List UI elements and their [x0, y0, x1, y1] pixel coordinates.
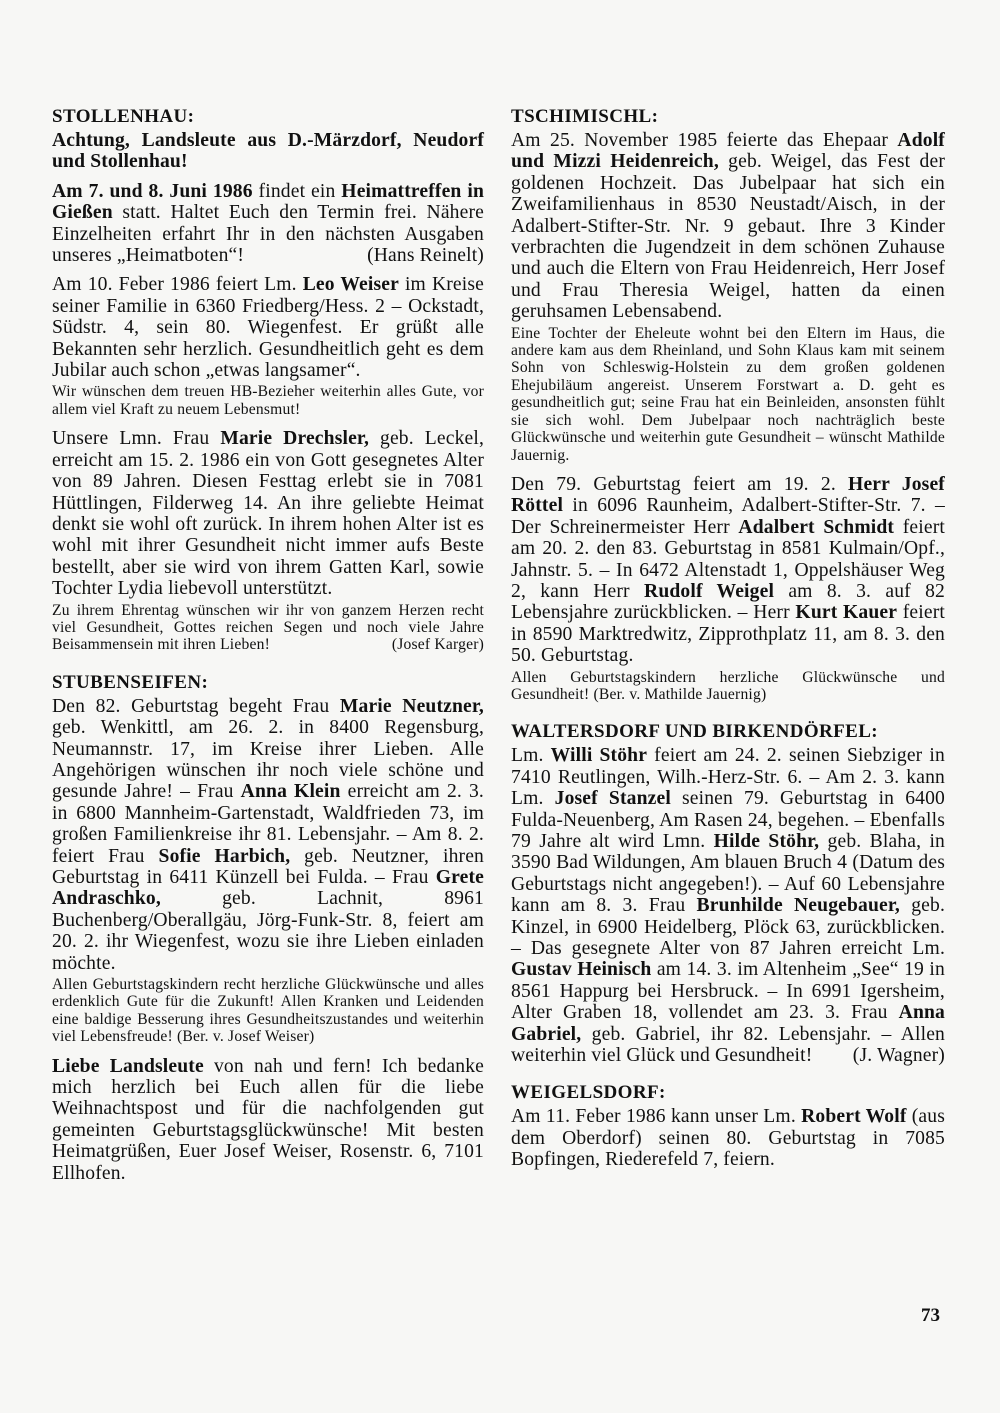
bold-name: Marie Drechsler, — [220, 428, 370, 450]
article-paragraph — [511, 745, 945, 1066]
text-run: Den 79. Geburtstag feiert am 19. 2. — [511, 473, 849, 495]
author-signature: (Hans Reinelt) — [367, 245, 484, 267]
right-column — [511, 106, 945, 1179]
text-run: Unsere Lmn. Frau — [52, 428, 221, 450]
section-heading: TSCHIMISCHL: — [511, 106, 659, 127]
text-run: geb. Leckel, erreicht am 15. 2. 1986 ein von Gott gesegnetes Alter von 89 Jahren. Diesen Festtag erlebt sie in 7081 Hüttlingen, Filderweg 14. An ihre geliebte Heimat denkt sie wohl oft zurück. In ihrem hohen Alter ist es wohl mit ihrer Gesundheit nicht immer aufs Beste bestellt, aber sie wird von ihrem Gatten Karl, sowie Tochter Lydia liebevoll unterstützt. — [52, 428, 485, 600]
text-run: geb. Wenkittl, am 26. 2. in 8400 Regensburg, Neumannstr. 17, im Kreise ihrer Lieben. Alle Angehörigen wünschen ihr noch viele schöne und gesunde Jahre! – Frau — [52, 717, 484, 803]
text-run: Allen Geburtstagskindern herzliche Glückwünsche und Gesundheit! (Ber. v. Mathilde Jauernig) — [511, 668, 945, 703]
text-run: Am 25. November 1985 feierte das Ehepaar — [511, 130, 898, 151]
article-paragraph — [511, 130, 945, 323]
section-heading: STUBENSEIFEN: — [52, 671, 209, 693]
bold-name: Leo Weiser — [302, 274, 399, 296]
bold-name: Liebe Landsleute — [52, 1055, 204, 1077]
note-paragraph — [52, 976, 484, 1046]
text-run: seinen 79. Geburtstag in 6400 Fulda-Neuenberg, Am Rasen 24, begehen. – Ebenfalls 79 Jahre alt wird Lmn. — [511, 788, 945, 852]
bold-name: Gustav Heinisch — [511, 959, 652, 981]
section-heading: STOLLENHAU: — [52, 106, 195, 127]
text-run: Lm. — [511, 745, 551, 767]
note-paragraph — [52, 383, 484, 418]
article-paragraph — [52, 1056, 484, 1184]
text-run: Eine Tochter der Eheleute wohnt bei den Eltern im Haus, die andere kam aus dem Rheinland, und Sohn Klaus kam mit seinem Sohn von Schleswig-Holstein zu dem großen goldenen Ehejubiläum angereist. Unserem Forstwart a. D. geht es gesundheitlich gut; seine Frau hat ein Beinleiden, ansonsten fühlt sie sich wohl. Dem Jubelpaar noch nachträglich beste Glückwünsche und weiterhin gute Gesundheit – wünscht Mathilde Jauernig. — [511, 324, 945, 464]
text-run: am 14. 3. im Altenheim „See“ 19 in 8561 Happurg bei Hersbruck. – In 6991 Igersheim, Alter Graben 18, vollendet am 23. 3. Frau — [511, 959, 945, 1024]
bold-name: Sofie Harbich, — [158, 845, 291, 867]
bold-name: Anna Klein — [240, 781, 341, 803]
note-paragraph — [52, 602, 484, 654]
article-paragraph — [52, 696, 484, 974]
left-column — [52, 106, 484, 1192]
text-run: geb. Weigel, das Fest der goldenen Hochzeit. Das Jubelpaar hat sich ein Zweifamilienhaus in 8530 Neustadt/Aisch, in der Adalbert-Stifter-Str. Nr. 9 gebaut. Ihre 3 Kinder verbrachten die Jugendzeit in dem schönen Zuhause und auch die Eltern von Frau Heidenreich, Herr Josef und Frau Theresia Weigel, hatten da einen geruhsamen Lebensabend. — [511, 151, 945, 323]
author-signature: (J. Wagner) — [852, 1045, 945, 1067]
article-paragraph — [52, 428, 484, 599]
article-paragraph — [52, 274, 484, 381]
text-run: geb. Neutzner, ihren Geburtstag in 6411 Künzell bei Fulda. – Frau — [52, 845, 484, 888]
text-run: findet ein — [252, 180, 342, 202]
section-heading: WALTERSDORF UND BIRKENDÖRFEL: — [511, 721, 879, 743]
text-run: Allen Geburtstagskindern recht herzliche Glückwünsche und alles erdenklich Gute für die Zukunft! Allen Kranken und Leidenden eine baldige Besserung ihres Gesundheitszustandes und weiterhin viel Lebensfreude! (Ber. v. Josef Weiser) — [52, 976, 484, 1046]
bold-name: Heimattreffen in Gießen — [52, 180, 484, 224]
text-run: geb. Lachnit, 8961 Buchenberg/Oberallgäu, Jörg-Funk-Str. 8, feiert am 20. 2. ihr Wiegenfest, wozu sie ihre Lieben einladen möchte. — [52, 888, 484, 974]
bold-name: Anna Gabriel, — [511, 1002, 945, 1045]
bold-name: Achtung, Landsleute aus D.-Märzdorf, Neudorf und Stollenhau! — [52, 130, 484, 173]
text-run: (aus dem Oberdorf) seinen 80. Geburtstag in 7085 Bopfingen, Riederefeld 7, feiern. — [511, 1106, 945, 1171]
text-run: im Kreise seiner Familie in 6360 Friedberg/Hess. 2 – Ockstadt, Südstr. 4, sein 80. Wiegenfest. Er grüßt alle Bekannten sehr herzlich. Gesundheitlich geht es dem Jubilar auch schon „etwas langsamer“. — [52, 274, 484, 382]
bold-name: Am 7. und 8. Juni 1986 — [52, 180, 253, 202]
bold-name: Rudolf Weigel — [644, 580, 775, 602]
page-number: 73 — [921, 1305, 940, 1326]
text-run: Zu ihrem Ehrentag wünschen wir ihr von ganzem Herzen recht viel Gesundheit, Gottes reichen Segen und noch viele Jahre Beisammensein mit ihren Lieben! — [52, 601, 484, 654]
text-run: geb. Gabriel, ihr 82. Lebensjahr. – Allen weiterhin viel Glück und Gesundheit! — [511, 1023, 945, 1067]
bold-name: Brunhilde Neugebauer, — [696, 895, 900, 917]
bold-name: Kurt Kauer — [795, 602, 898, 624]
text-run: am 8. 3. auf 82 Lebensjahre zurückblicken. – Herr — [511, 580, 946, 624]
text-run: Am 11. Feber 1986 kann unser Lm. — [511, 1106, 802, 1128]
text-run: feiert am 20. 2. den 83. Geburtstag in 8581 Kulmain/Opf., Jahnstr. 5. – In 6472 Altenstadt 1, Oppelshäuser Weg 2, kann Herr — [511, 516, 945, 602]
text-run: in 6096 Raunheim, Adalbert-Stifter-Str. 7. – Der Schreinermeister Herr — [511, 495, 945, 538]
text-run: erreicht am 2. 3. in 6800 Mannheim-Gartenstadt, Waldfrieden 73, im großen Familienkreise ihr 81. Lebensjahr. – Am 8. 2. feiert Frau — [52, 781, 484, 867]
text-run: geb. Kinzel, in 6900 Heidelberg, Plöck 63, zurückblicken. – Das gesegnete Alter von 87 Jahren erreicht Lm. — [511, 895, 945, 960]
bold-name: Josef Stanzel — [554, 788, 671, 810]
section-heading: WEIGELSDORF: — [511, 1082, 666, 1104]
bold-name: Adalbert Schmidt — [738, 516, 895, 538]
article-paragraph — [52, 130, 484, 173]
bold-name: Hilde Stöhr, — [713, 831, 820, 852]
article-paragraph — [511, 474, 945, 667]
text-run: Den 82. Geburtstag begeht Frau — [52, 695, 340, 717]
note-paragraph — [511, 325, 945, 464]
text-run: geb. Blaha, in 3590 Bad Wildungen, Am blauen Bruch 4 (Datum des Geburtstags nicht angegeben!). – Auf 60 Lebensjahre kann am 8. 3. Frau — [511, 831, 945, 917]
bold-name: Herr Josef Röttel — [511, 473, 945, 517]
text-run: Am 10. Feber 1986 feiert Lm. — [52, 274, 303, 296]
bold-name: Willi Stöhr — [550, 745, 648, 767]
article-paragraph — [511, 1106, 945, 1170]
article-paragraph — [52, 181, 484, 267]
text-run: statt. Haltet Euch den Termin frei. Nähere Einzelheiten erfahrt Ihr in den nächsten Ausgaben unseres „Heimatboten“! — [52, 202, 484, 267]
author-signature: (Josef Karger) — [391, 636, 484, 654]
bold-name: Robert Wolf — [801, 1106, 907, 1128]
text-run: feiert in 8590 Marktredwitz, Zipprothplatz 11, am 8. 3. den 50. Geburtstag. — [511, 602, 945, 667]
text-run: feiert am 24. 2. seinen Siebziger in 7410 Reutlingen, Wilh.-Herz-Str. 6. – Am 2. 3. kann Lm. — [511, 745, 945, 810]
bold-name: Marie Neutzner, — [339, 695, 484, 717]
text-run: Wir wünschen dem treuen HB-Bezieher weiterhin alles Gute, vor allem viel Kraft zu neuem Lebensmut! — [52, 383, 484, 418]
note-paragraph — [511, 669, 945, 704]
bold-name: Grete Andraschko, — [52, 867, 484, 910]
text-run: von nah und fern! Ich bedanke mich herzlich bei Euch allen für die liebe Weihnachtspost und für die nachfolgenden gut gemeinten Geburtstagsglückwünsche! Mit besten Heimatgrüßen, Euer Josef Weiser, Rosenstr. 6, 7101 Ellhofen. — [52, 1055, 484, 1184]
bold-name: Adolf und Mizzi Heidenreich, — [511, 130, 945, 173]
